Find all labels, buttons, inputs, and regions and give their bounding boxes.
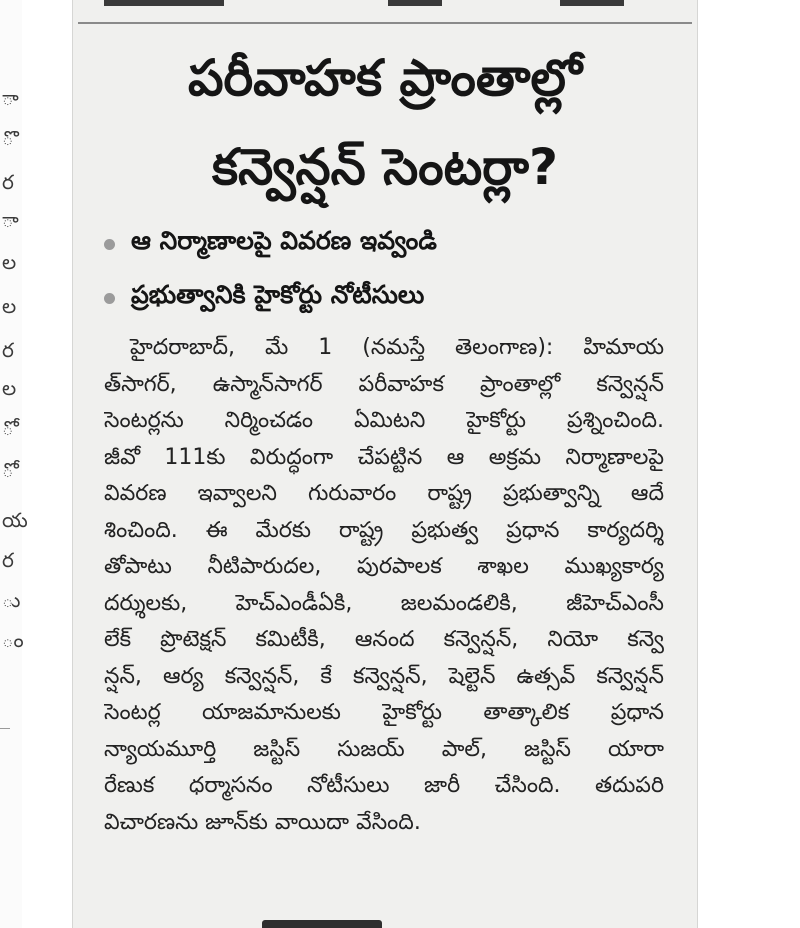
adjacent-column-fragment [0,0,28,928]
subhead-text: ఆ నిర్మాణాలపై వివరణ ఇవ్వండి [131,226,437,255]
body-line: రేణుక ధర్మాసనం నోటీసులు జారీ చేసింది. తదుపరి [104,773,664,798]
body-line: దర్శులకు, హెచ్‌ఎండీఏకి, జలమండలికి, జీహెచ్‌ఎంసీ [104,590,664,616]
adjacent-glyph: ో [2,416,14,440]
adjacent-glyph: ొ [2,126,14,150]
bullet-dot-icon [104,239,115,250]
body-line: హైదరాబాద్, మే 1 (నమస్తే తెలంగాణ): హిమాయ [130,335,664,360]
adjacent-glyph: య [2,508,28,532]
body-line: తోపాటు నీటిపారుదల, పురపాలక శాఖల ముఖ్యకార్య [104,554,664,579]
next-article-remnant [262,920,382,928]
top-divider [78,22,692,24]
adjacent-glyph: ర [2,338,14,362]
previous-article-remnant [388,0,442,6]
adjacent-glyph: ం [2,628,24,652]
body-line: లేక్ ప్రొటెక్షన్ కమిటీకి, ఆనంద కన్వెన్షన్, నియో కన్వె [104,627,664,652]
adjacent-glyph: ర [2,548,14,572]
subhead-bullet [104,278,424,318]
previous-article-remnant [104,0,224,6]
body-line: జీవో 111కు విరుద్ధంగా చేపట్టిన ఆ అక్రమ నిర్మాణాలపై [104,444,664,470]
adjacent-glyph: ర [2,170,14,194]
adjacent-glyph: ల [2,294,17,318]
bullet-dot-icon [104,293,115,304]
body-line: సెంటర్ల యాజమానులకు హైకోర్టు తాత్కాలిక ప్రధాన [104,700,664,725]
subhead-text: ప్రభుత్వానికి హైకోర్టు నోటీసులు [131,280,425,309]
adjacent-glyph: ు [2,588,21,612]
adjacent-glyph: ా [2,86,19,110]
body-line: న్యాయమూర్తి జస్టిస్ సుజయ్ పాల్, జస్టిస్ యారా [104,736,664,762]
headline-line-2: కన్వెన్షన్ సెంటర్లా? [211,138,559,196]
body-line: సెంటర్లను నిర్మించడం ఏమిటని హైకోర్టు ప్రశ్నించింది. [104,408,664,433]
adjacent-glyph: ల [2,250,17,274]
headline-line-1: పరీవాహక ప్రాంతాల్లో [187,49,582,107]
article-body [104,330,664,841]
subhead-bullet [104,224,437,264]
body-line: న్షన్, ఆర్య కన్వెన్షన్, కే కన్వెన్షన్, షెల్టెన్ ఉత్సవ్ కన్వెన్షన్ [104,663,664,689]
adjacent-glyph: ో [2,458,14,482]
adjacent-column-rule [0,728,10,729]
body-line: శించింది. ఈ మేరకు రాష్ట్ర ప్రభుత్వ ప్రధాన కార్యదర్శి [104,517,664,543]
adjacent-glyph: ల [2,376,17,400]
body-line: త్‌సాగర్, ఉస్మాన్‌సాగర్ పరీవాహక ప్రాంతాల్లో కన్వెన్షన్ [104,371,664,397]
body-line: విచారణను జూన్‌కు వాయిదా వేసింది. [104,809,421,835]
body-line: వివరణ ఇవ్వాలని గురువారం రాష్ట్ర ప్రభుత్వాన్ని ఆదే [104,481,664,506]
adjacent-glyph: ా [2,208,19,232]
previous-article-remnant [560,0,624,6]
